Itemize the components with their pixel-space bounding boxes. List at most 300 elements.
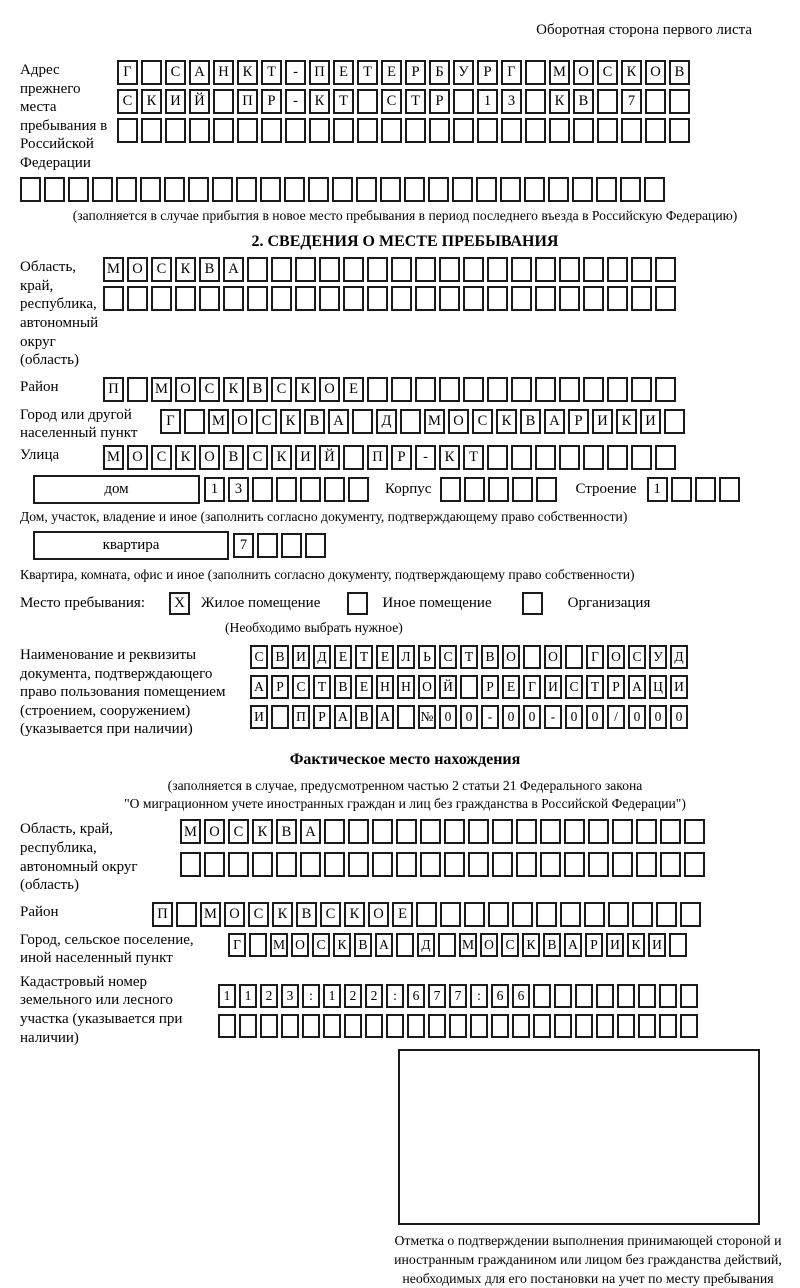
char-box[interactable]: 0 <box>586 705 604 729</box>
char-box[interactable] <box>323 1014 341 1038</box>
char-box[interactable]: 2 <box>365 984 383 1008</box>
char-box[interactable] <box>695 477 716 502</box>
char-box[interactable] <box>559 286 580 311</box>
char-box[interactable]: Г <box>501 60 522 85</box>
char-box[interactable]: М <box>200 902 221 927</box>
char-box[interactable] <box>533 1014 551 1038</box>
char-box[interactable]: - <box>285 60 306 85</box>
char-box[interactable] <box>597 89 618 114</box>
char-box[interactable]: 6 <box>512 984 530 1008</box>
char-box[interactable] <box>367 377 388 402</box>
char-box[interactable]: 0 <box>670 705 688 729</box>
char-box[interactable] <box>228 852 249 877</box>
char-box[interactable] <box>252 477 273 502</box>
char-box[interactable]: Н <box>376 675 394 699</box>
char-box[interactable]: О <box>175 377 196 402</box>
char-box[interactable] <box>655 286 676 311</box>
char-box[interactable]: М <box>424 409 445 434</box>
char-box[interactable] <box>261 118 282 143</box>
char-box[interactable]: 6 <box>407 984 425 1008</box>
char-box[interactable]: Р <box>429 89 450 114</box>
char-box[interactable] <box>535 286 556 311</box>
char-box[interactable]: Б <box>429 60 450 85</box>
char-box[interactable] <box>512 1014 530 1038</box>
char-box[interactable] <box>631 377 652 402</box>
char-box[interactable] <box>309 118 330 143</box>
char-box[interactable]: И <box>592 409 613 434</box>
char-box[interactable] <box>440 902 461 927</box>
char-box[interactable] <box>439 377 460 402</box>
char-box[interactable] <box>285 118 306 143</box>
char-box[interactable]: С <box>597 60 618 85</box>
char-box[interactable]: П <box>367 445 388 470</box>
checkbox-organization[interactable] <box>522 592 543 615</box>
char-box[interactable]: Р <box>313 705 331 729</box>
char-box[interactable] <box>463 286 484 311</box>
char-box[interactable]: О <box>645 60 666 85</box>
char-box[interactable] <box>176 902 197 927</box>
char-box[interactable]: С <box>565 675 583 699</box>
char-box[interactable] <box>656 902 677 927</box>
char-box[interactable]: Т <box>333 89 354 114</box>
char-box[interactable] <box>511 445 532 470</box>
char-box[interactable]: С <box>165 60 186 85</box>
char-box[interactable]: 1 <box>204 477 225 502</box>
char-box[interactable] <box>660 852 681 877</box>
char-box[interactable]: М <box>549 60 570 85</box>
char-box[interactable] <box>372 852 393 877</box>
char-box[interactable] <box>391 286 412 311</box>
char-box[interactable] <box>655 445 676 470</box>
char-box[interactable]: Е <box>343 377 364 402</box>
char-box[interactable]: Г <box>228 933 246 957</box>
char-box[interactable] <box>669 89 690 114</box>
char-box[interactable] <box>20 177 41 202</box>
char-box[interactable]: Л <box>397 645 415 669</box>
char-box[interactable]: М <box>208 409 229 434</box>
char-box[interactable]: П <box>103 377 124 402</box>
char-box[interactable] <box>396 933 414 957</box>
char-box[interactable]: 7 <box>449 984 467 1008</box>
char-box[interactable]: И <box>292 645 310 669</box>
char-box[interactable] <box>511 257 532 282</box>
char-box[interactable]: А <box>300 819 321 844</box>
char-box[interactable] <box>165 118 186 143</box>
char-box[interactable]: Е <box>502 675 520 699</box>
char-box[interactable] <box>348 852 369 877</box>
char-box[interactable]: К <box>295 377 316 402</box>
char-box[interactable] <box>583 286 604 311</box>
char-box[interactable]: Г <box>160 409 181 434</box>
char-box[interactable] <box>559 377 580 402</box>
char-box[interactable]: И <box>670 675 688 699</box>
char-box[interactable] <box>400 409 421 434</box>
char-box[interactable]: И <box>640 409 661 434</box>
char-box[interactable]: К <box>309 89 330 114</box>
char-box[interactable] <box>573 118 594 143</box>
char-box[interactable] <box>117 118 138 143</box>
char-box[interactable]: К <box>175 445 196 470</box>
char-box[interactable]: В <box>304 409 325 434</box>
char-box[interactable]: М <box>151 377 172 402</box>
char-box[interactable] <box>103 286 124 311</box>
char-box[interactable]: К <box>522 933 540 957</box>
char-box[interactable] <box>237 118 258 143</box>
checkbox-residential[interactable]: X <box>169 592 190 615</box>
char-box[interactable] <box>420 819 441 844</box>
char-box[interactable]: Е <box>392 902 413 927</box>
char-box[interactable] <box>68 177 89 202</box>
char-box[interactable]: Д <box>670 645 688 669</box>
char-box[interactable] <box>151 286 172 311</box>
char-box[interactable] <box>343 445 364 470</box>
char-box[interactable]: В <box>223 445 244 470</box>
char-box[interactable]: 0 <box>523 705 541 729</box>
char-box[interactable]: Т <box>586 675 604 699</box>
char-box[interactable]: И <box>544 675 562 699</box>
char-box[interactable] <box>583 445 604 470</box>
char-box[interactable] <box>671 477 692 502</box>
char-box[interactable]: О <box>448 409 469 434</box>
char-box[interactable] <box>476 177 497 202</box>
char-box[interactable] <box>596 177 617 202</box>
char-box[interactable] <box>607 257 628 282</box>
char-box[interactable]: А <box>376 705 394 729</box>
char-box[interactable] <box>549 118 570 143</box>
char-box[interactable]: В <box>573 89 594 114</box>
char-box[interactable]: 0 <box>460 705 478 729</box>
char-box[interactable] <box>324 477 345 502</box>
char-box[interactable] <box>271 705 289 729</box>
char-box[interactable]: Е <box>381 60 402 85</box>
char-box[interactable]: М <box>270 933 288 957</box>
char-box[interactable] <box>247 257 268 282</box>
char-box[interactable] <box>631 257 652 282</box>
char-box[interactable]: 0 <box>628 705 646 729</box>
char-box[interactable] <box>516 819 537 844</box>
char-box[interactable] <box>523 645 541 669</box>
char-box[interactable] <box>492 819 513 844</box>
char-box[interactable]: К <box>627 933 645 957</box>
char-box[interactable] <box>596 984 614 1008</box>
char-box[interactable]: С <box>151 257 172 282</box>
char-box[interactable]: М <box>103 257 124 282</box>
char-box[interactable] <box>669 118 690 143</box>
char-box[interactable]: И <box>295 445 316 470</box>
char-box[interactable]: Т <box>261 60 282 85</box>
char-box[interactable] <box>438 933 456 957</box>
char-box[interactable] <box>680 1014 698 1038</box>
char-box[interactable] <box>644 177 665 202</box>
char-box[interactable]: О <box>232 409 253 434</box>
char-box[interactable]: С <box>151 445 172 470</box>
char-box[interactable] <box>554 984 572 1008</box>
char-box[interactable]: В <box>276 819 297 844</box>
char-box[interactable] <box>396 819 417 844</box>
char-box[interactable] <box>645 89 666 114</box>
char-box[interactable]: 3 <box>281 984 299 1008</box>
char-box[interactable] <box>632 902 653 927</box>
char-box[interactable]: Е <box>376 645 394 669</box>
char-box[interactable] <box>540 852 561 877</box>
char-box[interactable] <box>487 286 508 311</box>
char-box[interactable]: О <box>291 933 309 957</box>
char-box[interactable] <box>492 852 513 877</box>
char-box[interactable]: 3 <box>228 477 249 502</box>
char-box[interactable] <box>44 177 65 202</box>
char-box[interactable] <box>617 984 635 1008</box>
char-box[interactable] <box>271 257 292 282</box>
char-box[interactable] <box>535 257 556 282</box>
char-box[interactable] <box>612 819 633 844</box>
char-box[interactable] <box>281 533 302 558</box>
char-box[interactable] <box>380 177 401 202</box>
char-box[interactable]: А <box>375 933 393 957</box>
char-box[interactable]: Й <box>319 445 340 470</box>
char-box[interactable]: Д <box>417 933 435 957</box>
char-box[interactable]: В <box>669 60 690 85</box>
char-box[interactable] <box>141 118 162 143</box>
char-box[interactable] <box>468 819 489 844</box>
char-box[interactable] <box>460 675 478 699</box>
char-box[interactable] <box>453 118 474 143</box>
char-box[interactable]: С <box>312 933 330 957</box>
char-box[interactable] <box>636 819 657 844</box>
char-box[interactable]: 1 <box>647 477 668 502</box>
char-box[interactable] <box>367 257 388 282</box>
char-box[interactable] <box>621 118 642 143</box>
char-box[interactable] <box>659 1014 677 1038</box>
char-box[interactable]: : <box>470 984 488 1008</box>
char-box[interactable] <box>501 118 522 143</box>
char-box[interactable] <box>295 257 316 282</box>
char-box[interactable]: Т <box>357 60 378 85</box>
char-box[interactable] <box>680 984 698 1008</box>
char-box[interactable] <box>348 819 369 844</box>
char-box[interactable]: М <box>459 933 477 957</box>
char-box[interactable] <box>655 377 676 402</box>
char-box[interactable] <box>300 852 321 877</box>
char-box[interactable]: К <box>333 933 351 957</box>
char-box[interactable] <box>452 177 473 202</box>
checkbox-other-premises[interactable] <box>347 592 368 615</box>
char-box[interactable]: К <box>141 89 162 114</box>
char-box[interactable] <box>535 445 556 470</box>
char-box[interactable]: В <box>334 675 352 699</box>
char-box[interactable]: - <box>415 445 436 470</box>
char-box[interactable] <box>305 533 326 558</box>
char-box[interactable]: 0 <box>439 705 457 729</box>
char-box[interactable]: У <box>453 60 474 85</box>
char-box[interactable] <box>284 177 305 202</box>
char-box[interactable] <box>444 852 465 877</box>
char-box[interactable] <box>343 286 364 311</box>
char-box[interactable] <box>204 852 225 877</box>
char-box[interactable] <box>468 852 489 877</box>
char-box[interactable]: В <box>247 377 268 402</box>
char-box[interactable]: А <box>250 675 268 699</box>
char-box[interactable] <box>260 177 281 202</box>
char-box[interactable] <box>218 1014 236 1038</box>
char-box[interactable]: Т <box>313 675 331 699</box>
char-box[interactable] <box>429 118 450 143</box>
char-box[interactable] <box>348 477 369 502</box>
char-box[interactable]: 1 <box>218 984 236 1008</box>
char-box[interactable] <box>428 177 449 202</box>
char-box[interactable] <box>357 118 378 143</box>
char-box[interactable]: А <box>328 409 349 434</box>
char-box[interactable]: Н <box>397 675 415 699</box>
char-box[interactable]: Р <box>271 675 289 699</box>
char-box[interactable] <box>669 933 687 957</box>
char-box[interactable]: Р <box>568 409 589 434</box>
char-box[interactable] <box>631 286 652 311</box>
char-box[interactable] <box>189 118 210 143</box>
char-box[interactable]: В <box>296 902 317 927</box>
char-box[interactable] <box>525 89 546 114</box>
char-box[interactable] <box>583 377 604 402</box>
char-box[interactable] <box>127 286 148 311</box>
char-box[interactable]: К <box>271 445 292 470</box>
char-box[interactable] <box>500 177 521 202</box>
char-box[interactable]: Е <box>334 645 352 669</box>
char-box[interactable] <box>636 852 657 877</box>
char-box[interactable] <box>92 177 113 202</box>
char-box[interactable] <box>184 409 205 434</box>
char-box[interactable] <box>560 902 581 927</box>
char-box[interactable]: О <box>319 377 340 402</box>
char-box[interactable]: Т <box>405 89 426 114</box>
char-box[interactable] <box>638 1014 656 1038</box>
char-box[interactable]: 7 <box>428 984 446 1008</box>
char-box[interactable] <box>664 409 685 434</box>
char-box[interactable]: - <box>481 705 499 729</box>
char-box[interactable] <box>356 177 377 202</box>
char-box[interactable]: В <box>355 705 373 729</box>
char-box[interactable] <box>488 477 509 502</box>
char-box[interactable]: С <box>248 902 269 927</box>
char-box[interactable] <box>608 902 629 927</box>
char-box[interactable] <box>302 1014 320 1038</box>
char-box[interactable]: О <box>573 60 594 85</box>
char-box[interactable]: 7 <box>233 533 254 558</box>
char-box[interactable] <box>324 819 345 844</box>
char-box[interactable] <box>416 902 437 927</box>
char-box[interactable] <box>420 852 441 877</box>
char-box[interactable] <box>464 477 485 502</box>
char-box[interactable] <box>631 445 652 470</box>
char-box[interactable]: К <box>344 902 365 927</box>
char-box[interactable] <box>536 477 557 502</box>
char-box[interactable] <box>620 177 641 202</box>
char-box[interactable]: К <box>280 409 301 434</box>
char-box[interactable]: 0 <box>565 705 583 729</box>
char-box[interactable]: К <box>496 409 517 434</box>
char-box[interactable] <box>516 852 537 877</box>
char-box[interactable] <box>491 1014 509 1038</box>
char-box[interactable]: Р <box>607 675 625 699</box>
char-box[interactable] <box>564 819 585 844</box>
char-box[interactable] <box>213 118 234 143</box>
char-box[interactable]: Р <box>481 675 499 699</box>
char-box[interactable]: 1 <box>239 984 257 1008</box>
char-box[interactable]: Р <box>261 89 282 114</box>
char-box[interactable]: С <box>247 445 268 470</box>
char-box[interactable] <box>439 286 460 311</box>
char-box[interactable]: : <box>386 984 404 1008</box>
char-box[interactable]: Й <box>439 675 457 699</box>
char-box[interactable]: 2 <box>344 984 362 1008</box>
char-box[interactable]: Р <box>405 60 426 85</box>
char-box[interactable] <box>617 1014 635 1038</box>
char-box[interactable]: С <box>501 933 519 957</box>
char-box[interactable] <box>372 819 393 844</box>
char-box[interactable] <box>180 852 201 877</box>
char-box[interactable] <box>319 257 340 282</box>
char-box[interactable]: А <box>628 675 646 699</box>
char-box[interactable]: Й <box>189 89 210 114</box>
char-box[interactable] <box>449 1014 467 1038</box>
char-box[interactable] <box>352 409 373 434</box>
char-box[interactable] <box>444 819 465 844</box>
char-box[interactable]: М <box>103 445 124 470</box>
char-box[interactable]: С <box>381 89 402 114</box>
char-box[interactable]: 7 <box>621 89 642 114</box>
char-box[interactable]: Р <box>585 933 603 957</box>
char-box[interactable] <box>247 286 268 311</box>
char-box[interactable]: С <box>439 645 457 669</box>
char-box[interactable] <box>319 286 340 311</box>
char-box[interactable] <box>488 902 509 927</box>
char-box[interactable]: : <box>302 984 320 1008</box>
char-box[interactable]: С <box>628 645 646 669</box>
char-box[interactable]: К <box>439 445 460 470</box>
char-box[interactable]: В <box>520 409 541 434</box>
char-box[interactable] <box>535 377 556 402</box>
char-box[interactable] <box>324 852 345 877</box>
char-box[interactable] <box>463 377 484 402</box>
char-box[interactable]: П <box>237 89 258 114</box>
char-box[interactable]: - <box>285 89 306 114</box>
char-box[interactable]: В <box>271 645 289 669</box>
char-box[interactable] <box>487 445 508 470</box>
char-box[interactable]: Д <box>376 409 397 434</box>
char-box[interactable] <box>525 118 546 143</box>
char-box[interactable] <box>213 89 234 114</box>
char-box[interactable]: О <box>502 645 520 669</box>
char-box[interactable] <box>140 177 161 202</box>
char-box[interactable]: А <box>564 933 582 957</box>
char-box[interactable]: О <box>480 933 498 957</box>
char-box[interactable]: 0 <box>649 705 667 729</box>
char-box[interactable]: 6 <box>491 984 509 1008</box>
char-box[interactable]: / <box>607 705 625 729</box>
char-box[interactable] <box>164 177 185 202</box>
char-box[interactable]: А <box>223 257 244 282</box>
char-box[interactable] <box>381 118 402 143</box>
char-box[interactable]: К <box>272 902 293 927</box>
char-box[interactable]: И <box>165 89 186 114</box>
char-box[interactable] <box>655 257 676 282</box>
char-box[interactable] <box>660 819 681 844</box>
char-box[interactable] <box>597 118 618 143</box>
char-box[interactable] <box>397 705 415 729</box>
char-box[interactable]: В <box>543 933 561 957</box>
char-box[interactable] <box>511 286 532 311</box>
char-box[interactable] <box>407 1014 425 1038</box>
char-box[interactable] <box>333 118 354 143</box>
char-box[interactable] <box>391 257 412 282</box>
